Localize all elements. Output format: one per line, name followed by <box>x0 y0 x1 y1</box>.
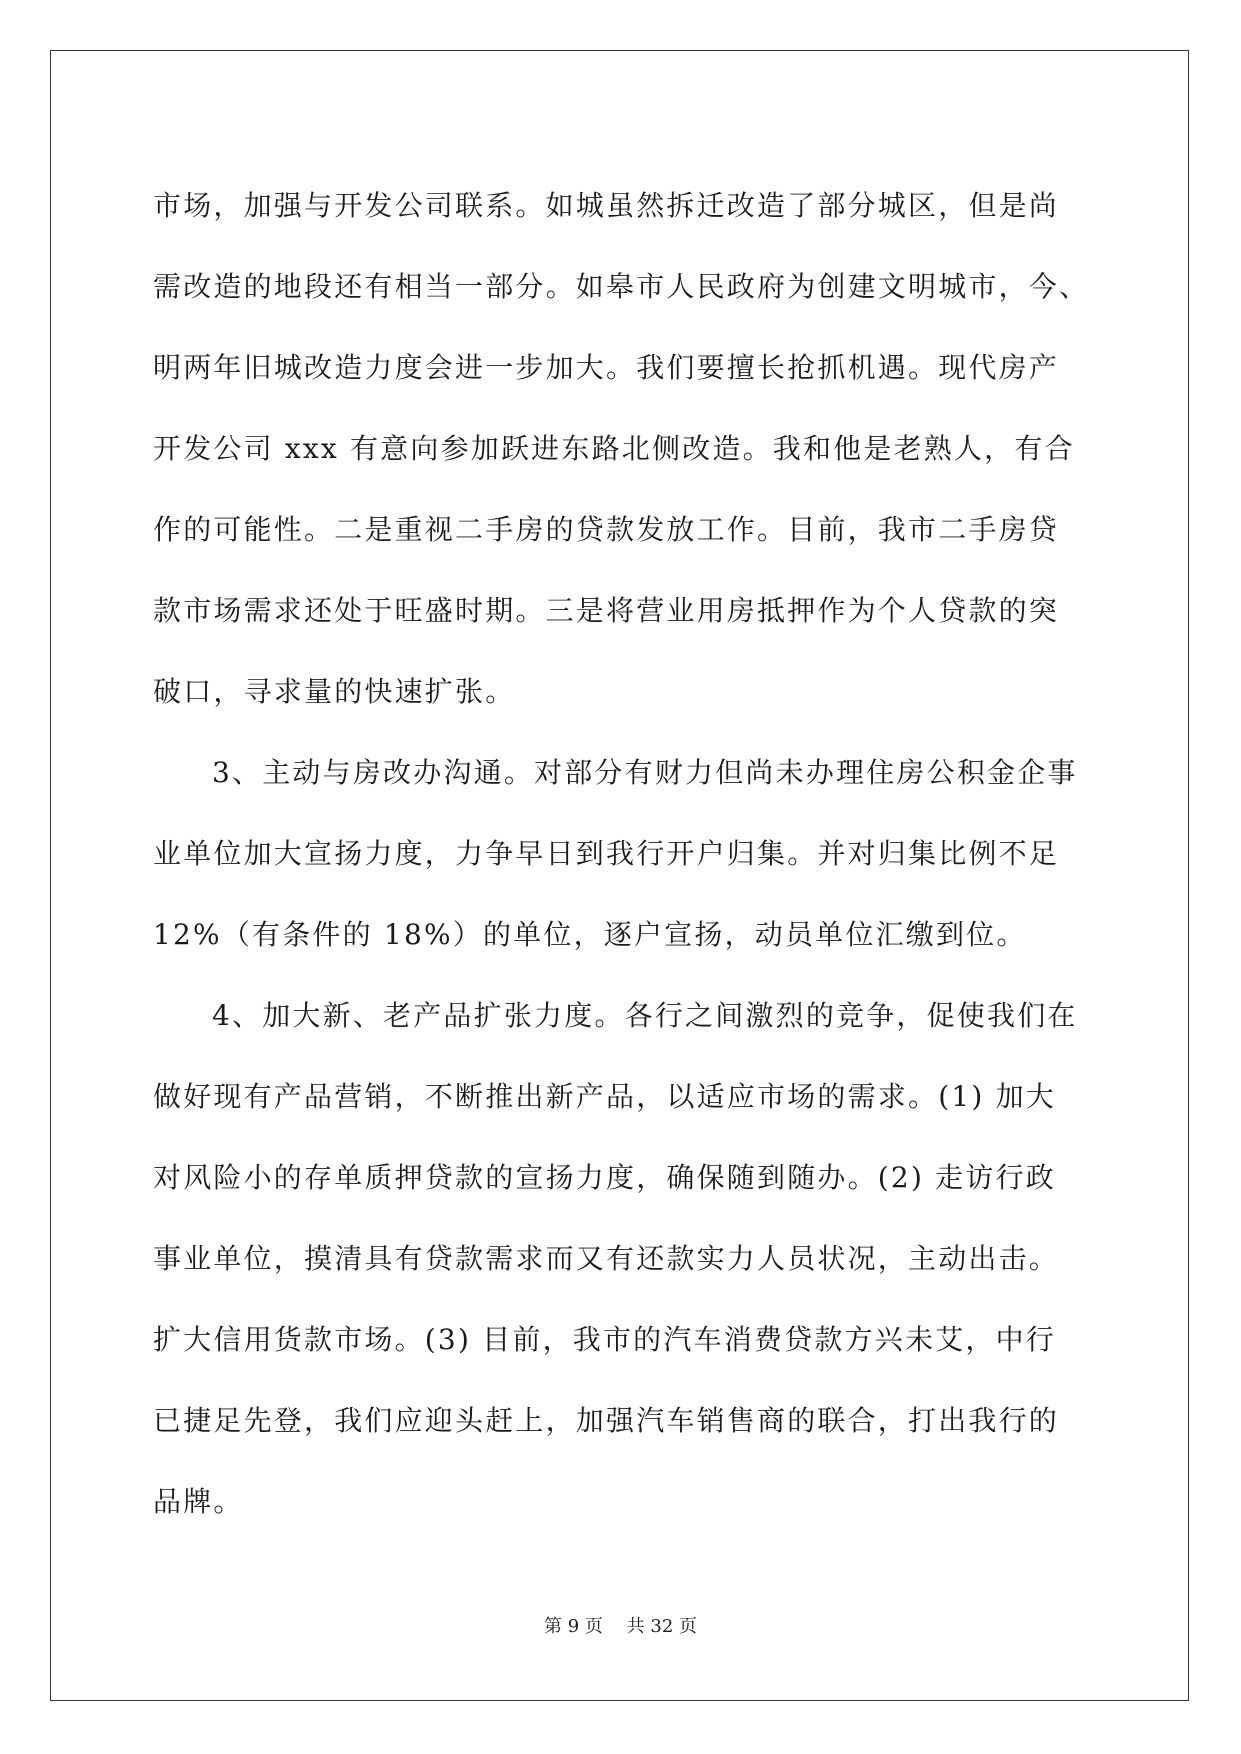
page-footer <box>0 1612 1241 1638</box>
text-line: 款市场需求还处于旺盛时期。三是将营业用房抵押作为个人贷款的突 <box>153 594 1060 627</box>
text-line: 事业单位，摸清具有贷款需求而又有还款实力人员状况，主动出击。 <box>153 1242 1060 1275</box>
text-line: 明两年旧城改造力度会进一步加大。我们要擅长抢抓机遇。现代房产 <box>153 351 1060 384</box>
text-line: 12%（有条件的 18%）的单位，逐户宣扬，动员单位汇缴到位。 <box>153 918 1027 951</box>
text-line: 已捷足先登，我们应迎头赶上，加强汽车销售商的联合，打出我行的 <box>153 1404 1060 1437</box>
text-line: 做好现有产品营销，不断推出新产品，以适应市场的需求。(1) 加大 <box>153 1080 1056 1113</box>
text-line: 扩大信用货款市场。(3) 目前，我市的汽车消费贷款方兴未艾，中行 <box>153 1323 1056 1356</box>
text-line: 对风险小的存单质押贷款的宣扬力度，确保随到随办。(2) 走访行政 <box>153 1161 1056 1194</box>
text-line: 品牌。 <box>153 1485 244 1518</box>
text-line: 开发公司 xxx 有意向参加跃进东路北侧改造。我和他是老熟人，有合 <box>153 432 1075 465</box>
paragraph-4-first-line: 4、加大新、老产品扩张力度。各行之间激烈的竞争，促使我们在 <box>212 999 1078 1032</box>
page-total: 共 32 页 <box>626 1616 697 1637</box>
text-line: 业单位加大宣扬力度，力争早日到我行开户归集。并对归集比例不足 <box>153 837 1060 870</box>
text-line: 作的可能性。二是重视二手房的贷款发放工作。目前，我市二手房贷 <box>153 513 1060 546</box>
document-body <box>153 165 1103 1542</box>
text-line: 需改造的地段还有相当一部分。如皋市人民政府为创建文明城市，今、 <box>153 270 1090 303</box>
page-number: 第 9 页 <box>544 1616 603 1637</box>
paragraph-3-first-line: 3、主动与房改办沟通。对部分有财力但尚未办理住房公积金企事 <box>212 756 1078 789</box>
text-line: 破口，寻求量的快速扩张。 <box>153 675 516 708</box>
text-line: 市场，加强与开发公司联系。如城虽然拆迁改造了部分城区，但是尚 <box>153 189 1060 222</box>
